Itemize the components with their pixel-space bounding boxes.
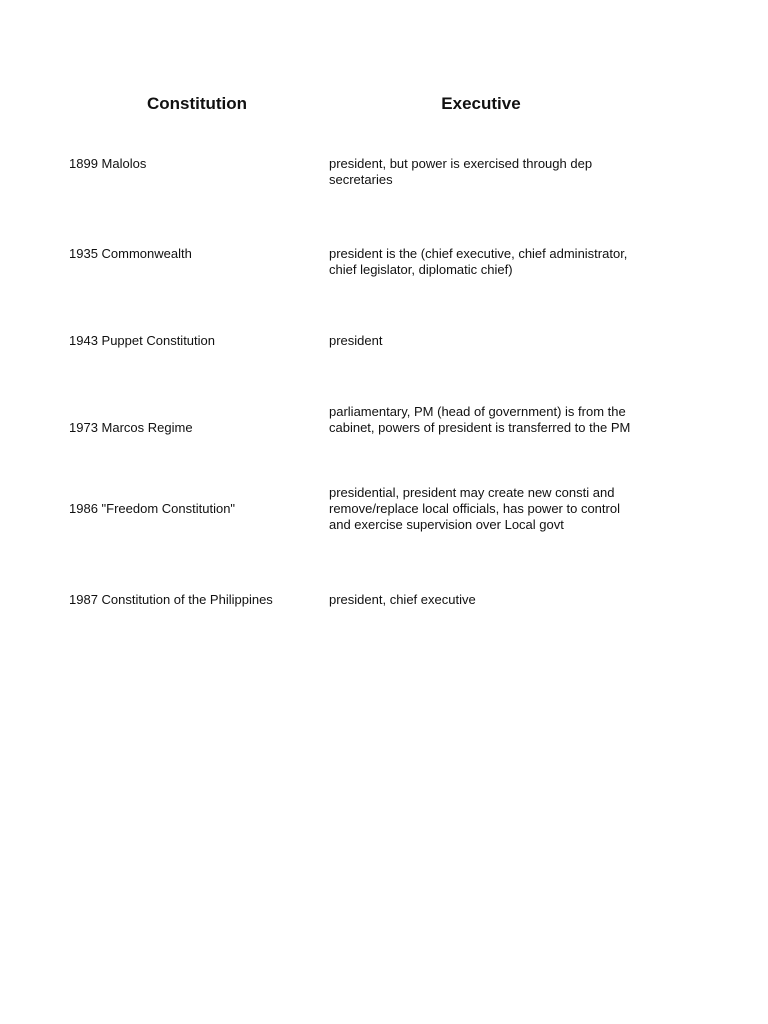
executive-cell: presidential, president may create new consti and remove/replace local officials, has power to control and exercise supervision over Local govt [329,485,620,532]
executive-cell: parliamentary, PM (head of government) is from the cabinet, powers of president is transferred to the PM [329,404,631,435]
constitution-cell: 1899 Malolos [69,156,147,171]
executive-cell: president, but power is exercised through dep secretaries [329,156,593,187]
constitution-cell: 1943 Puppet Constitution [69,333,215,348]
constitution-cell: 1935 Commonwealth [69,246,192,261]
executive-column-header: Executive [441,94,521,113]
constitution-cell: 1987 Constitution of the Philippines [69,592,273,607]
executive-cell: president is the (chief executive, chief administrator, chief legislator, diplomatic chief) [329,246,628,277]
executive-cell: president, chief executive [329,592,476,607]
constitution-cell: 1986 "Freedom Constitution" [69,501,236,516]
constitution-cell: 1973 Marcos Regime [69,420,193,435]
constitution-column-header: Constitution [146,94,248,113]
executive-cell: president [329,333,383,348]
